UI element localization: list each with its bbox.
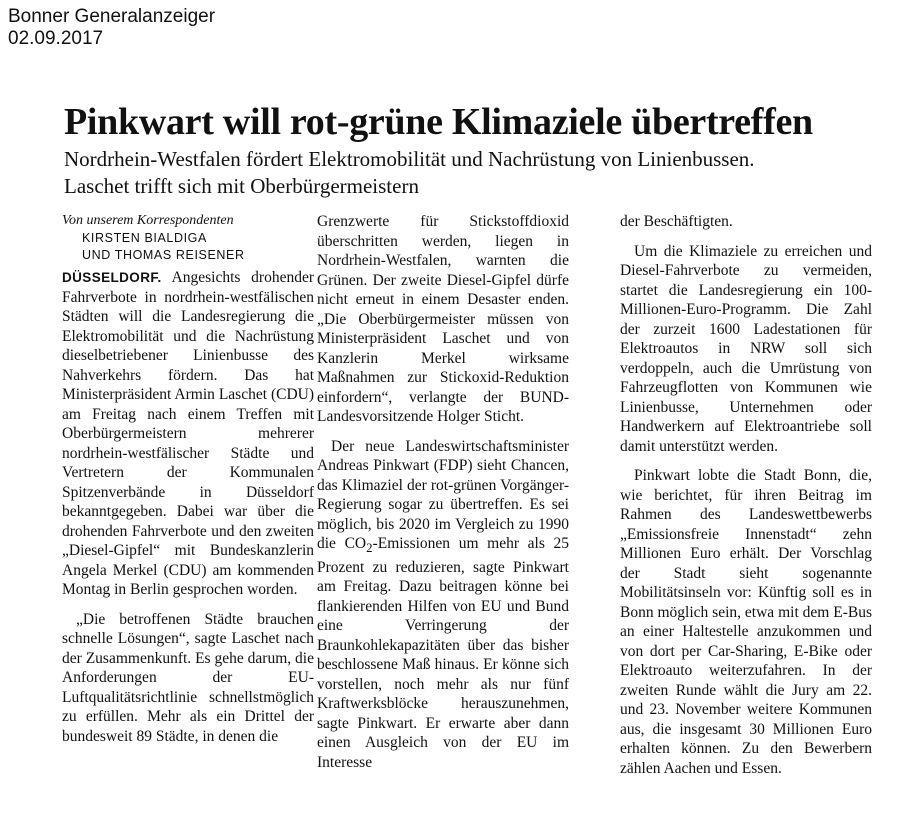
article-headline: Pinkwart will rot-grüne Klimaziele übertreffen (64, 101, 813, 143)
paragraph-text: Angesichts drohender Fahrverbote in nordrhein-westfälischen Städten will die Landesregierung die Elektromobilität und die Nachrüstung dieselbetriebener Linienbusse des Nahverkehrs fördern. Das hat Ministerpräsident Armin Laschet (CDU) am Freitag nach einem Treffen mit Oberbürgermeistern mehrerer nordrhein-westfälischer Städte und Vertretern der Kommunalen Spitzenverbände in Düsseldorf bekanntgegeben. Dabei war über die drohenden Fahrverbote und den zweiten „Diesel-Gipfel“ mit Bundeskanzlerin Angela Merkel (CDU) am kommenden Montag in Berlin gesprochen worden. (62, 269, 314, 598)
body-paragraph (317, 437, 569, 773)
paragraph-text: -Emissionen um mehr als 25 Prozent zu reduzieren, sagte Pinkwart am Freitag. Dazu beitragen könne bei flankierenden Hilfen von EU und Bund eine Verringerung der Braunkohlekapazitäten über das bisher beschlossene Maß hinaus. Er könne sich vorstellen, noch mehr als nur fünf Kraftwerksblöcke herauszunehmen, sagte Pinkwart. Er erwarte aber dann einen Ausgleich von der EU im Interesse (317, 535, 569, 771)
publication-date: 02.09.2017 (8, 28, 104, 49)
source-label (8, 6, 215, 50)
co2-subscript: 2 (366, 540, 373, 556)
publication-name: Bonner Generalanzeiger (8, 6, 216, 27)
subheadline-line-2: Laschet trifft sich mit Oberbürgermeistern (64, 174, 419, 198)
byline-author-1: KIRSTEN BIALDIGA (82, 231, 207, 245)
article-column-1 (62, 212, 314, 746)
body-paragraph: Pinkwart lobte die Stadt Bonn, die, wie berichtet, für ihren Beitrag im Rahmen des Landeswettbewerbs „Emissionsfreie Innenstadt“ zehn Millionen Euro erhält. Der Vorschlag der Stadt sieht sogenannte Mobilitätsinseln vor: Künftig soll es in Bonn möglich sein, etwa mit dem E-Bus an einer Haltestelle anzukommen und von dort per Car-Sharing, E-Bike oder Elektroauto weiterzufahren. In der zweiten Runde wählt die Jury am 22. und 23. November weitere Kommunen aus, die insgesamt 30 Millionen Euro erhalten können. Zu den Bewerbern zählen Aachen und Essen. (620, 467, 872, 777)
body-paragraph (62, 268, 314, 600)
byline-author-2: UND THOMAS REISENER (82, 248, 245, 262)
subheadline-line-1: Nordrhein-Westfalen fördert Elektromobilität und Nachrüstung von Linienbussen. (64, 147, 755, 171)
paragraph-text: Der neue Landeswirtschaftsminister Andreas Pinkwart (FDP) sieht Chancen, das Klimaziel der rot-grünen Vorgänger-Regierung sogar zu übertreffen. Es sei möglich, bis 2020 im Vergleich zu 1990 die CO (317, 437, 569, 552)
body-paragraph: Grenzwerte für Stickstoffdioxid überschritten werden, liegen in Nordrhein-Westfalen, warnten die Grünen. Der zweite Diesel-Gipfel dürfe nicht erneut in einem Desaster enden. „Die Oberbürgermeister müssen von Ministerpräsident Laschet und von Kanzlerin Merkel wirksame Maßnahmen zur Stickoxid-Reduktion einfordern“, verlangte der BUND-Landesvorsitzende Holger Sticht. (317, 213, 569, 425)
dateline: DÜSSELDORF. (62, 270, 162, 285)
article-column-2 (317, 212, 569, 772)
article-subheadline (64, 146, 894, 200)
body-paragraph: der Beschäftigten. (620, 213, 733, 230)
body-paragraph: Um die Klimaziele zu erreichen und Diesel-Fahrverbote zu vermeiden, startet die Landesregierung ein 100-Millionen-Euro-Programm. Die Zahl der zurzeit 1600 Ladestationen für Elektroautos in NRW soll sich verdoppeln, auch die Umrüstung von Fahrzeugflotten von Kommunen wie Linienbusse, Unternehmen oder Handwerkern auf Elektroantriebe soll damit unterstützt werden. (620, 242, 872, 455)
byline (62, 212, 314, 264)
byline-intro: Von unserem Korrespondenten (62, 213, 234, 228)
article-column-3 (620, 212, 872, 778)
body-paragraph: „Die betroffenen Städte brauchen schnelle Lösungen“, sagte Laschet nach der Zusammenkunft. Es gehe darum, die Anforderungen der EU-Luftqualitätsrichtlinie schnellstmöglich zu erfüllen. Mehr als ein Drittel der bundesweit 89 Städte, in denen die (62, 610, 314, 745)
